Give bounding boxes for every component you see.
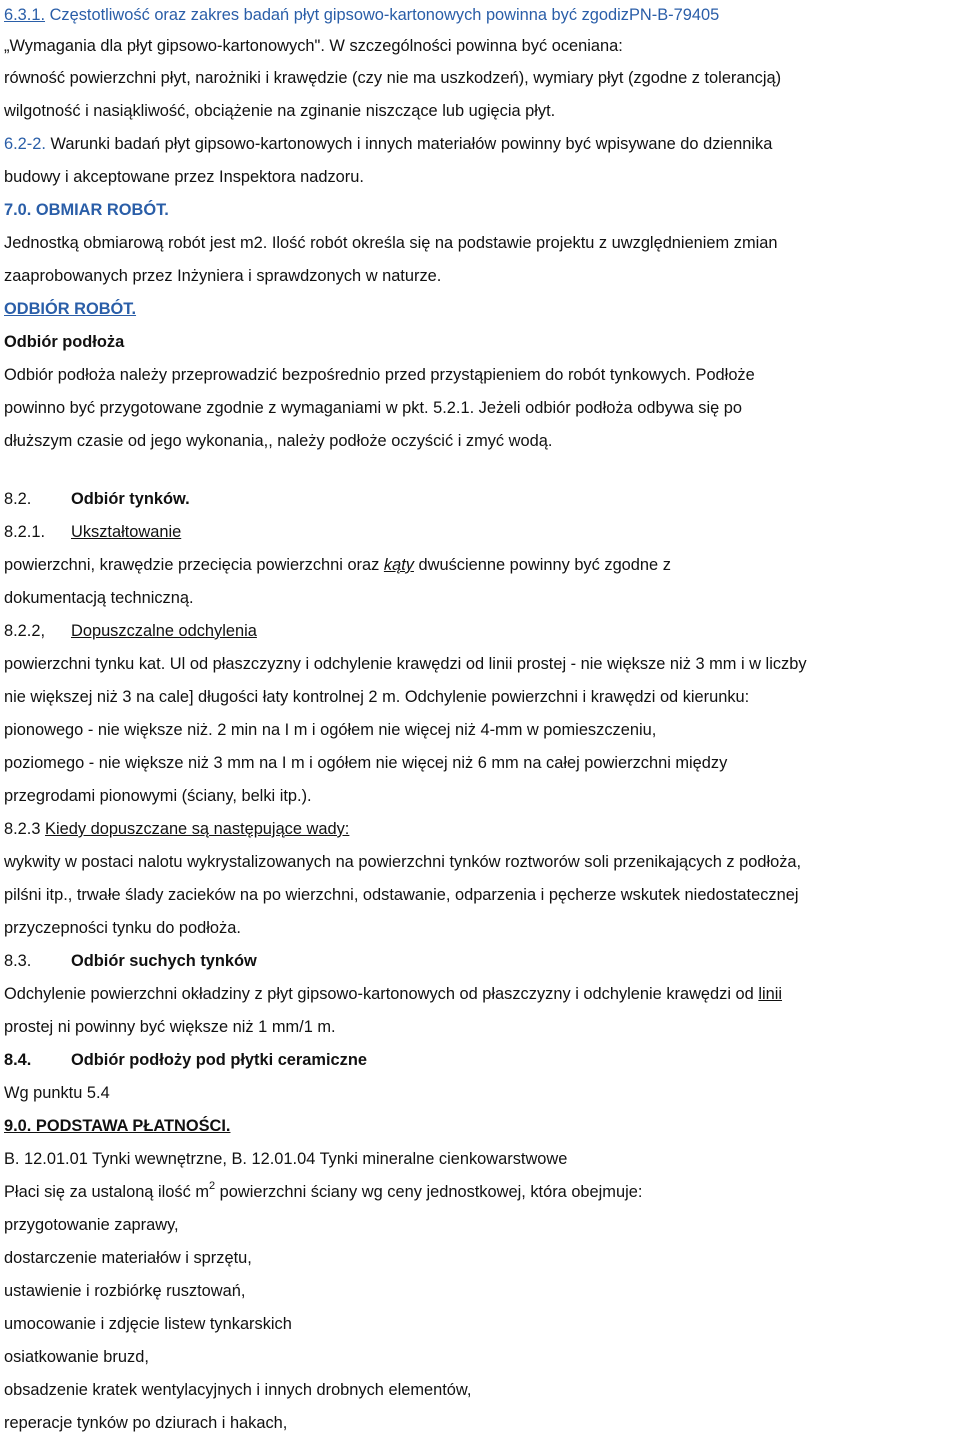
section-82 [4,483,956,516]
paragraph-823-line-1: wykwity w postaci nalotu wykrystalizowanych na powierzchni tynków roztworów soli przenikających z podłoża, [4,853,802,871]
section-number: 8.2.3 [4,820,41,838]
paragraph-822-line-1: powierzchni tynku kat. Ul od płaszczyzny i odchylenie krawędzi od linii prostej - nie większe niż 3 mm i w liczby [4,655,807,673]
subheading-odbior-podloza: Odbiór podłoża [4,333,125,351]
list-item: ustawienie i rozbiórkę rusztowań, [4,1282,246,1300]
section-822 [4,615,956,648]
section-number: 8.2.1. [4,523,46,541]
section-title: Dopuszczalne odchylenia [71,622,257,640]
section-number: 8.2.2, [4,622,46,640]
paragraph-84-line-1: Wg punktu 5.4 [4,1084,110,1102]
document-page [4,0,956,1440]
section-title: Kiedy dopuszczane są następujące wady: [45,820,350,838]
paragraph-8-line-2: powinno być przygotowane zgodnie z wymaganiami w pkt. 5.2.1. Jeżeli odbiór podłoża odbywa się po [4,399,743,417]
text-underlined: linii [758,985,783,1003]
section-title: Ukształtowanie [71,523,182,541]
paragraph-70-line-1: Jednostką obmiarową robót jest m2. Ilość robót określa się na podstawie projektu z uwzględnieniem zmian [4,234,778,252]
paragraph-8-line-1: Odbiór podłoża należy przeprowadzić bezpośrednio przed przystąpieniem do robót tynkowych. Podłoże [4,366,755,384]
section-823 [4,813,956,846]
text: Płaci się za ustaloną ilość m [4,1183,209,1201]
section-heading-7[interactable]: 7.0. OBMIAR ROBÓT. [4,201,169,219]
paragraph-622-line-1 [4,128,956,161]
paragraph-631-line-4: wilgotność i nasiąkliwość, obciążenie na zginanie niszczące lub ugięcia płyt. [4,102,556,120]
text-emphasis: kąty [383,556,414,574]
paragraph-text: Częstotliwość oraz zakres badań płyt gipsowo-kartonowych powinna być zgodizPN-B-79405 [45,6,720,24]
paragraph-822-line-3: pionowego - nie większe niż. 2 min na I m i ogółem nie więcej niż 4-mm w pomieszczeniu, [4,721,657,739]
paragraph-631-line-1 [4,0,956,31]
section-821 [4,516,956,549]
paragraph-822-line-2: nie większej niż 3 na cale] długości łaty kontrolnej 2 m. Odchylenie powierzchni i krawędzi od kierunku: [4,688,750,706]
list-item: obsadzenie kratek wentylacyjnych i innych drobnych elementów, [4,1381,472,1399]
list-item: umocowanie i zdjęcie listew tynkarskich [4,1315,292,1333]
paragraph-821-line-1 [4,549,956,582]
list-item: dostarczenie materiałów i sprzętu, [4,1249,252,1267]
paragraph-83-line-1 [4,978,956,1011]
list-item: przygotowanie zaprawy, [4,1216,179,1234]
text: Odchylenie powierzchni okładziny z płyt gipsowo-kartonowych od płaszczyzny i odchylenie krawędzi od [4,985,759,1003]
list-item: reperacje tynków po dziurach i hakach, [4,1414,288,1432]
section-number: 8.4. [4,1051,32,1069]
paragraph-90-line-1: B. 12.01.01 Tynki wewnętrzne, B. 12.01.04 Tynki mineralne cienkowarstwowe [4,1150,568,1168]
paragraph-70-line-2: zaaprobowanych przez Inżyniera i sprawdzonych w naturze. [4,267,442,285]
section-title: Odbiór podłoży pod płytki ceramiczne [71,1051,367,1069]
section-number-link[interactable]: 6.2-2. [4,135,46,153]
text: powierzchni ściany wg ceny jednostkowej, która obejmuje: [215,1183,643,1201]
paragraph-8-line-3: dłuższym czasie od jego wykonania,, należy podłoże oczyścić i zmyć wodą. [4,432,553,450]
paragraph-631-line-2: „Wymagania dla płyt gipsowo-kartonowych". W szczególności powinna być oceniana: [4,37,623,55]
paragraph-821-line-2: dokumentacją techniczną. [4,589,194,607]
section-number: 8.2. [4,490,32,508]
paragraph-823-line-2: pilśni itp., trwałe ślady zacieków na po wierzchni, odstawanie, odparzenia i pęcherze wskutek niedostatecznej [4,886,799,904]
paragraph-822-line-5: przegrodami pionowymi (ściany, belki itp.). [4,787,312,805]
section-heading-9: 9.0. PODSTAWA PŁATNOŚCI. [4,1117,231,1135]
text: dwuścienne powinny być zgodne z [413,556,671,574]
text: powierzchni, krawędzie przecięcia powierzchni oraz [4,556,384,574]
superscript: 2 [208,1180,216,1192]
paragraph-823-line-3: przyczepności tynku do podłoża. [4,919,241,937]
section-title: Odbiór suchych tynków [71,952,257,970]
list-item: osiatkowanie bruzd, [4,1348,149,1366]
paragraph-text: Warunki badań płyt gipsowo-kartonowych i innych materiałów powinny być wpisywane do dziennika [45,135,773,153]
section-number-link[interactable]: 6.3.1. [4,6,46,24]
paragraph-631-line-3: równość powierzchni płyt, narożniki i krawędzie (czy nie ma uszkodzeń), wymiary płyt (zgodne z tolerancją) [4,69,782,87]
section-title: Odbiór tynków. [71,490,190,508]
section-number: 8.3. [4,952,32,970]
paragraph-622-line-2: budowy i akceptowane przez Inspektora nadzoru. [4,168,364,186]
paragraph-83-line-2: prostej ni powinny być większe niż 1 mm/1 m. [4,1018,336,1036]
paragraph-822-line-4: poziomego - nie większe niż 3 mm na I m i ogółem nie więcej niż 6 mm na całej powierzchni między [4,754,728,772]
paragraph-90-line-2 [4,1176,956,1209]
section-83 [4,945,956,978]
section-heading-8[interactable]: ODBIÓR ROBÓT. [4,300,137,318]
section-84 [4,1044,956,1077]
